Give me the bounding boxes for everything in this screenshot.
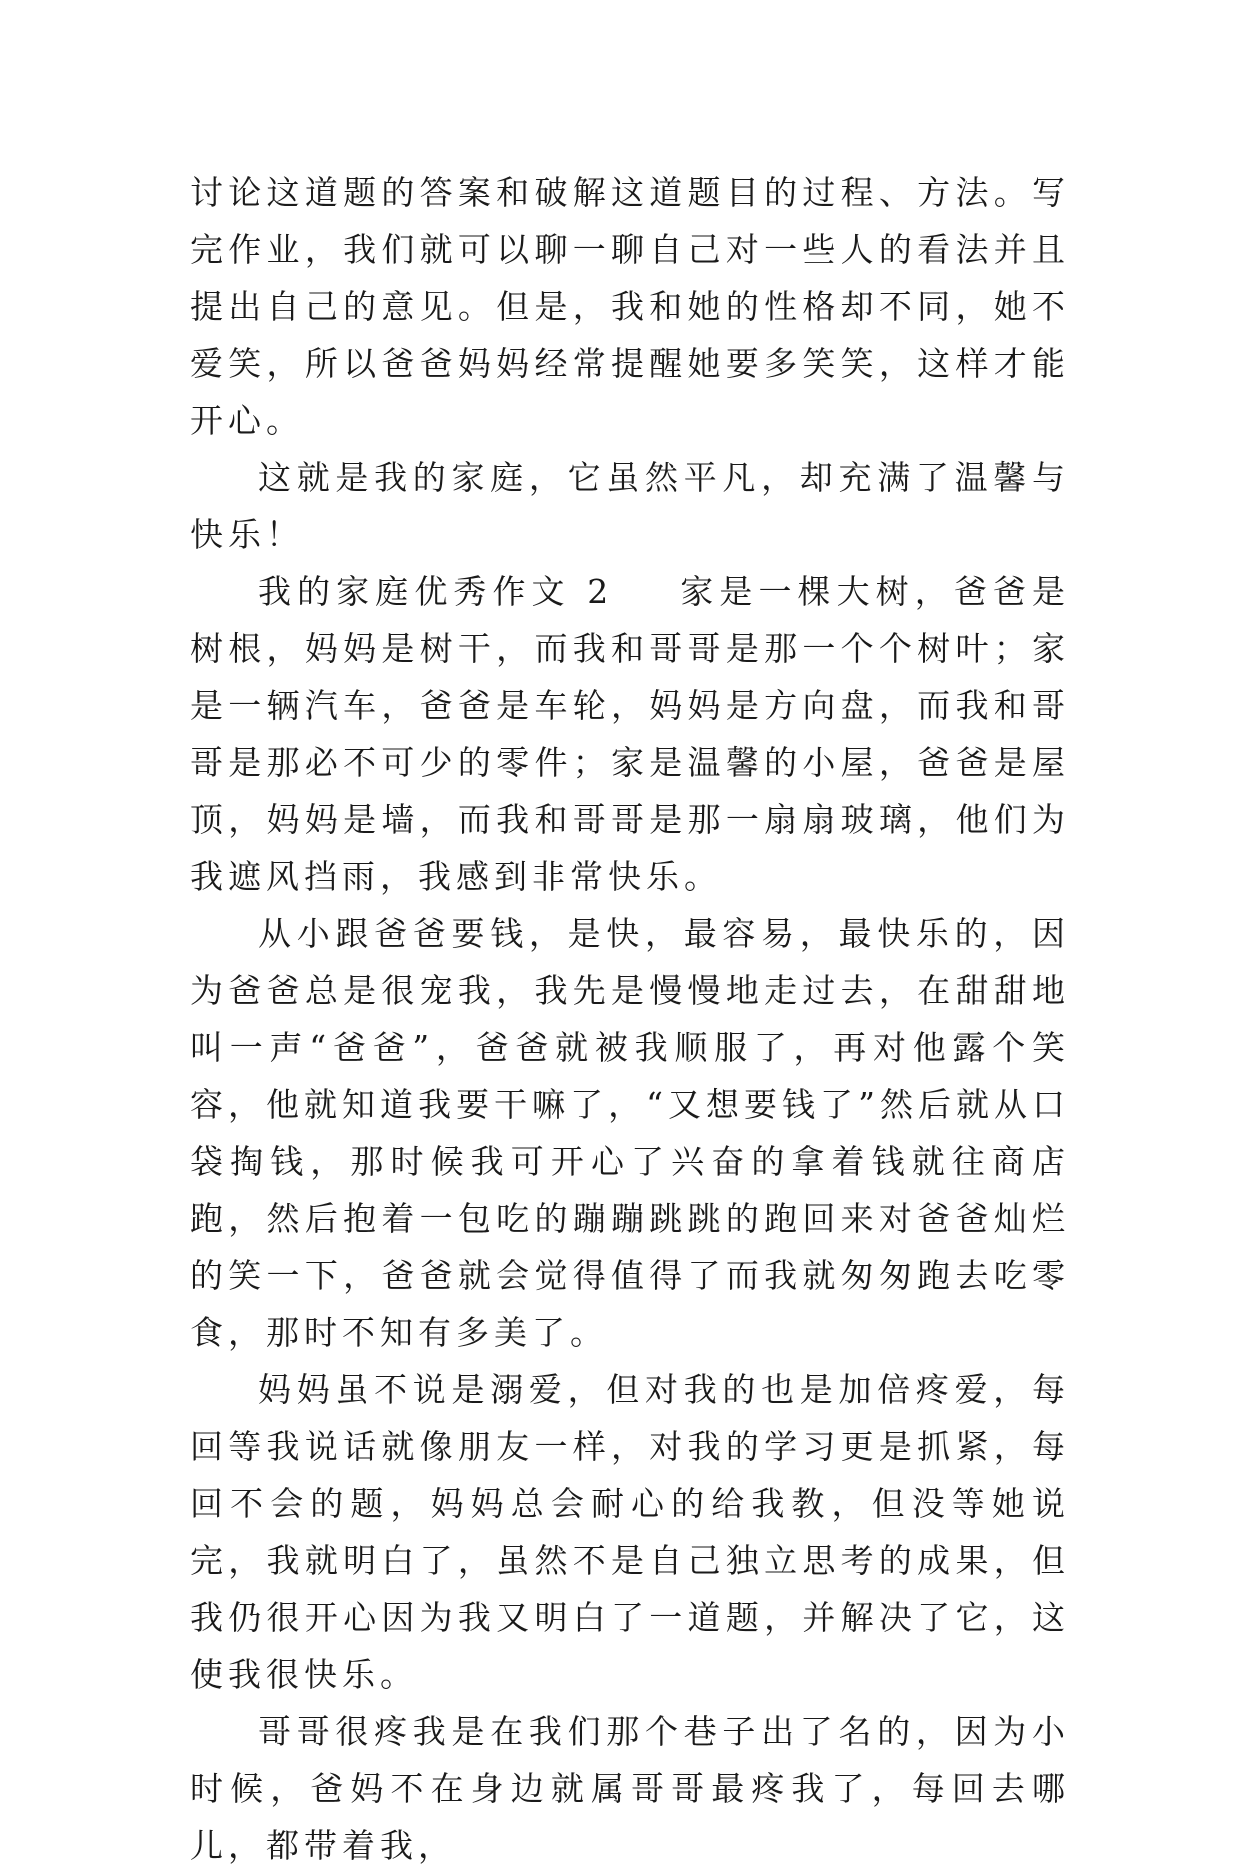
document-body [190,164,1070,1874]
paragraph: 讨论这道题的答案和破解这道题目的过程、方法。写完作业，我们就可以聊一聊自己对一些人的看法并且提出自己的意见。但是，我和她的性格却不同，她不爱笑，所以爸爸妈妈经常提醒她要多笑笑，这样才能开心。 [190,173,1070,440]
paragraph: 从小跟爸爸要钱，是快，最容易，最快乐的，因为爸爸总是很宠我，我先是慢慢地走过去，在甜甜地叫一声“爸爸”，爸爸就被我顺服了，再对他露个笑容，他就知道我要干嘛了，“又想要钱了”然后就从口袋掏钱，那时候我可开心了兴奋的拿着钱就往商店跑，然后抱着一包吃的蹦蹦跳跳的跑回来对爸爸灿烂的笑一下，爸爸就会觉得值得了而我就匆匆跑去吃零食，那时不知有多美了。 [190,914,1070,1352]
paragraph: 哥哥很疼我是在我们那个巷子出了名的，因为小时候，爸妈不在身边就属哥哥最疼我了，每回去哪儿，都带着我， [190,1712,1070,1865]
paragraph: 妈妈虽不说是溺爱，但对我的也是加倍疼爱，每回等我说话就像朋友一样，对我的学习更是抓紧，每回不会的题，妈妈总会耐心的给我教，但没等她说完，我就明白了，虽然不是自己独立思考的成果，但我仍很开心因为我又明白了一道题，并解决了它，这使我很快乐。 [190,1370,1070,1694]
essay-first-paragraph: 家是一棵大树，爸爸是树根，妈妈是树干，而我和哥哥是那一个个树叶；家是一辆汽车，爸爸是车轮，妈妈是方向盘，而我和哥哥是那必不可少的零件；家是温馨的小屋，爸爸是屋顶，妈妈是墙，而我和哥哥是那一扇扇玻璃，他们为我遮风挡雨，我感到非常快乐。 [190,572,1070,896]
paragraph: 这就是我的家庭，它虽然平凡，却充满了温馨与快乐！ [190,458,1070,554]
essay-heading-paragraph [190,563,1070,905]
essay-title: 我的家庭优秀作文 2 [258,572,614,611]
